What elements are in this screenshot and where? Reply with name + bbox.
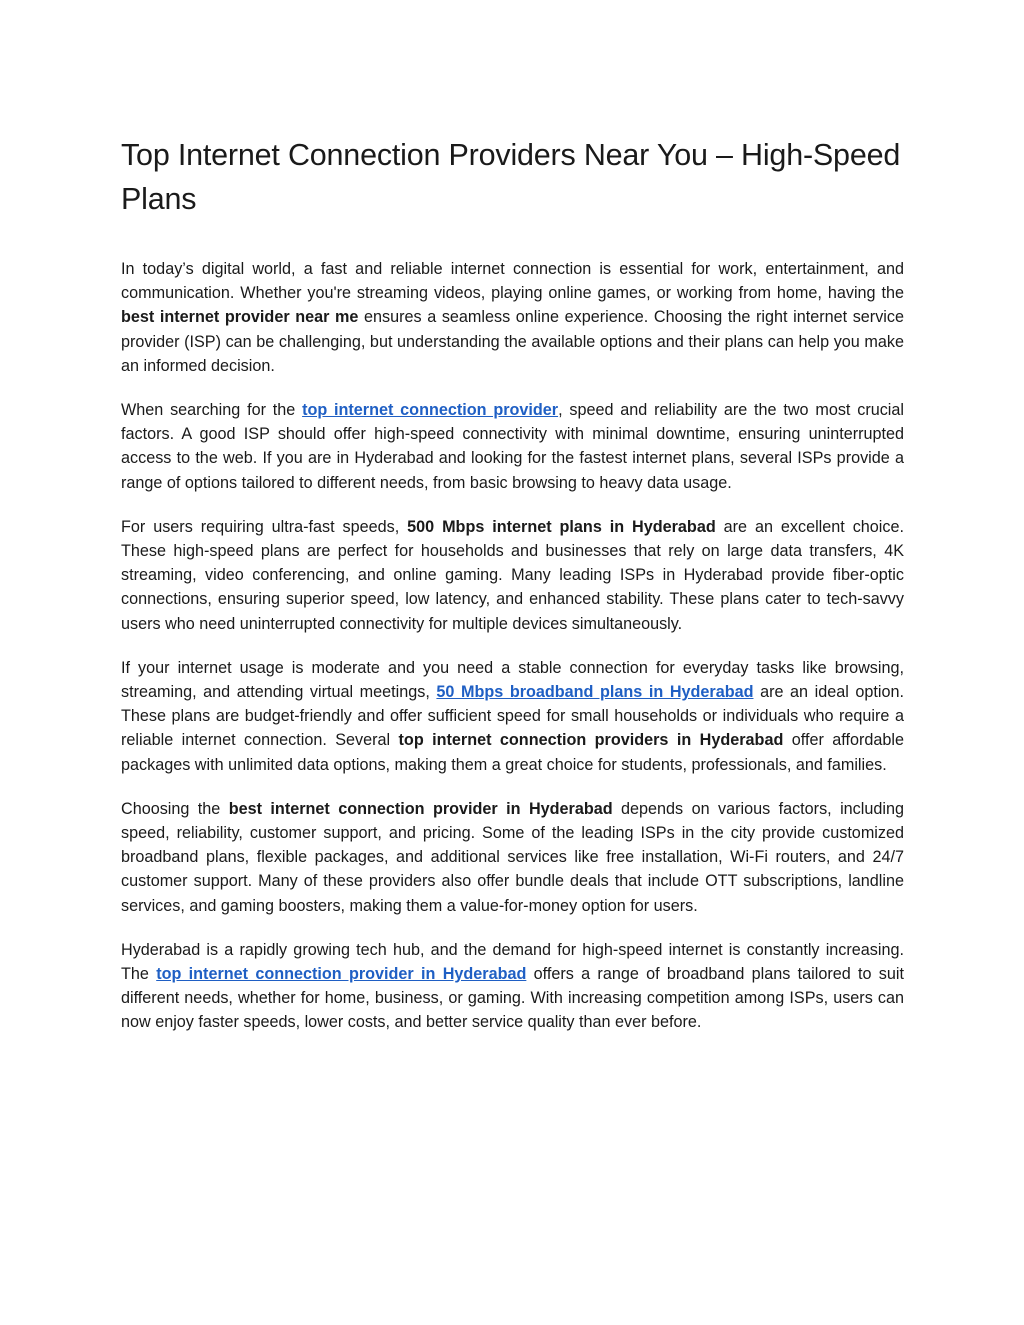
paragraph	[121, 938, 904, 1035]
document-page	[121, 133, 904, 1055]
bold-phrase: top internet connection providers in Hyderabad	[398, 731, 784, 750]
paragraph	[121, 398, 904, 495]
bold-phrase: 500 Mbps internet plans in Hyderabad	[407, 517, 716, 536]
page-title: Top Internet Connection Providers Near You – High-Speed Plans	[121, 138, 901, 216]
paragraph	[121, 515, 904, 636]
text-run: Hyderabad is a rapidly growing tech hub, and the demand for high-speed internet is constantly increasing. The	[121, 940, 904, 984]
text-run: offers a range of broadband plans tailored to suit different needs, whether for home, business, or gaming. With increasing competition among ISPs, users can now enjoy faster speeds, lower costs, and better service quality than ever before.	[121, 965, 904, 1032]
hyperlink[interactable]: 50 Mbps broadband plans in Hyderabad	[436, 683, 754, 702]
text-run: are an ideal option. These plans are budget-friendly and offer sufficient speed for small households or individuals who require a reliable internet connection. Several	[121, 683, 904, 750]
text-run: , speed and reliability are the two most crucial factors. A good ISP should offer high-speed connectivity with minimal downtime, ensuring uninterrupted access to the web. If you are in Hyderabad and looking for the fastest internet plans, several ISPs provide a range of options tailored to different needs, from basic browsing to heavy data usage.	[121, 401, 904, 492]
text-run: In today’s digital world, a fast and reliable internet connection is essential for work, entertainment, and communication. Whether you're streaming videos, playing online games, or working from home, having the	[121, 260, 904, 303]
bold-phrase: best internet connection provider in Hyderabad	[228, 799, 613, 818]
text-run: offer affordable packages with unlimited data options, making them a great choice for students, professionals, and families.	[121, 731, 904, 774]
paragraph	[121, 656, 904, 777]
text-run: When searching for the	[121, 401, 303, 420]
paragraph	[121, 797, 904, 918]
hyperlink[interactable]: top internet connection provider in Hyderabad	[156, 965, 527, 984]
bold-phrase: best internet provider near me	[121, 308, 359, 327]
text-run: depends on various factors, including speed, reliability, customer support, and pricing. Some of the leading ISPs in the city provide customized broadband plans, flexible packages, and additional services like free installation, Wi-Fi routers, and 24/7 customer support. Many of these providers also offer bundle deals that include OTT subscriptions, landline services, and gaming boosters, making them a value-for-money option for users.	[121, 799, 904, 915]
text-run: are an excellent choice. These high-speed plans are perfect for households and businesses that rely on large data transfers, 4K streaming, video conferencing, and online gaming. Many leading ISPs in Hyderabad provide fiber-optic connections, ensuring superior speed, low latency, and enhanced stability. These plans cater to tech-savvy users who need uninterrupted connectivity for multiple devices simultaneously.	[121, 517, 904, 633]
hyperlink[interactable]: top internet connection provider	[302, 401, 559, 420]
text-run: ensures a seamless online experience. Choosing the right internet service provider (ISP) can be challenging, but understanding the available options and their plans can help you make an informed decision.	[121, 308, 904, 375]
article-body	[121, 257, 904, 1035]
paragraph	[121, 257, 904, 378]
text-run: For users requiring ultra-fast speeds,	[121, 517, 408, 536]
text-run: If your internet usage is moderate and you need a stable connection for everyday tasks like browsing, streaming, and attending virtual meetings,	[121, 658, 904, 702]
text-run: Choosing the	[121, 799, 229, 818]
